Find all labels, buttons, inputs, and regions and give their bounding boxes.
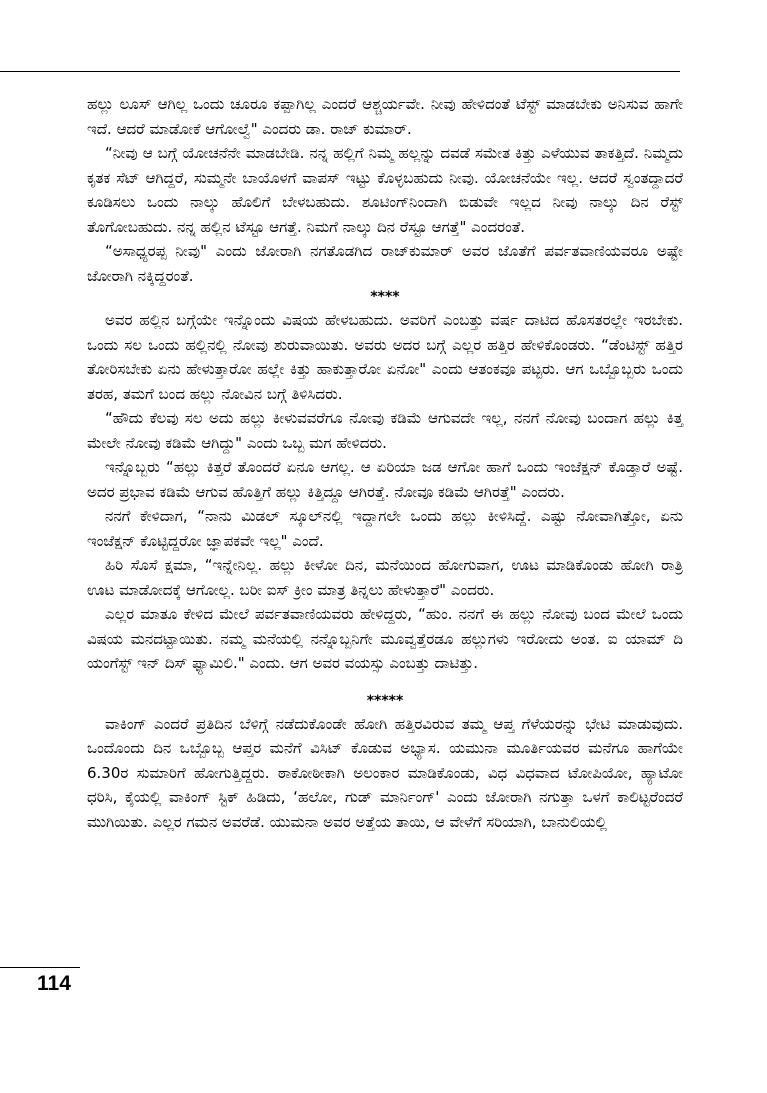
section-separator: ***** [366, 692, 404, 709]
page-number-rule [0, 967, 80, 968]
page-number: 114 [37, 972, 71, 995]
paragraph: “ಅಸಾಧ್ಯರಪ್ಪ ನೀವು" ಎಂದು ಜೋರಾಗಿ ನಗತೊಡಗಿದ ರಾಜ್‌ಕುಮಾರ್ ಅವರ ಜೊತೆಗೆ ಪರ್ವತವಾಣಿಯವರೂ ಅಷ್ಟೇ ಜೋರಾಗಿ ನಕ್ಕಿದ್ದರಂತೆ. [87, 242, 683, 285]
paragraph: ಹಲ್ಲು ಲೂಸ್ ಆಗಿಲ್ಲ ಒಂದು ಚೂರೂ ಕಪ್ಪಾಗಿಲ್ಲ ಎಂದರೆ ಆಶ್ಚರ್ಯವೇ. ನೀವು ಹೇಳಿದಂತೆ ಟೆಸ್ಟ್ ಮಾಡಬೇಕು ಅನಿಸುವ ಹಾಗೇ ಇದೆ. ಆದರೆ ಮಾಡೋಕೆ ಆಗೋಲ್ವೆ" ಎಂದರು ಡಾ. ರಾಜ್ ಕುಮಾರ್. [87, 95, 683, 138]
paragraph: ಇನ್ನೊಬ್ಬರು “ಹಲ್ಲು ಕಿತ್ತರೆ ತೊಂದರೆ ಏನೂ ಆಗಲ್ಲ. ಆ ಏರಿಯಾ ಜಡ ಆಗೋ ಹಾಗೆ ಒಂದು ಇಂಜೆಕ್ಷನ್ ಕೊಡ್ತಾರೆ ಅಷ್ಟೆ. ಅದರ ಪ್ರಭಾವ ಕಡಿಮೆ ಆಗುವ ಹೊತ್ತಿಗೆ ಹಲ್ಲು ಕಿತ್ತಿದ್ದೂ ಆಗಿರತ್ತೆ. ನೋವೂ ಕಡಿಮೆ ಆಗಿರತ್ತೆ" ಎಂದರು. [87, 458, 683, 501]
paragraph: ಅವರ ಹಲ್ಲಿನ ಬಗ್ಗೆಯೇ ಇನ್ನೊಂದು ವಿಷಯ ಹೇಳಬಹುದು. ಅವರಿಗೆ ಎಂಬತ್ತು ವರ್ಷ ದಾಟಿದ ಹೊಸತರಲ್ಲೇ ಇರಬೇಕು. ಒಂದು ಸಲ ಒಂದು ಹಲ್ಲಿನಲ್ಲಿ ನೋವು ಶುರುವಾಯಿತು. ಅವರು ಅದರ ಬಗ್ಗೆ ಎಲ್ಲರ ಹತ್ತಿರ ಹೇಳಿಕೊಂಡರು. “ಡೆಂಟಿಸ್ಟ್ ಹತ್ತಿರ ತೋರಿಸಬೇಕು ಏನು ಹೇಳುತ್ತಾರೋ ಹಲ್ಲೇ ಕಿತ್ತು ಹಾಕುತ್ತಾರೋ ಏನೋ" ಎಂದು ಆತಂಕವೂ ಪಟ್ಟರು. ಆಗ ಒಬ್ಬೊಬ್ಬರು ಒಂದು ತರಹ, ತಮಗೆ ಬಂದ ಹಲ್ಲು ನೋವಿನ ಬಗ್ಗೆ ತಿಳಿಸಿದರು. [87, 311, 683, 403]
paragraph: “ನೀವು ಆ ಬಗ್ಗೆ ಯೋಚನೆನೇ ಮಾಡಬೇಡಿ. ನನ್ನ ಹಲ್ಲಿಗೆ ನಿಮ್ಮ ಹಲ್ಲನ್ನು ದವಡೆ ಸಮೇತ ಕಿತ್ತು ಎಳೆಯುವ ತಾಕತ್ತಿದೆ. ನಿಮ್ಮದು ಕೃತಕ ಸೆಟ್ ಆಗಿದ್ದರೆ, ಸುಮ್ಮನೇ ಬಾಯೊಳಗೆ ವಾಪಸ್ ಇಟ್ಟು ಕೊಳ್ಳಬಹುದು ನೀವು. ಯೋಚನೆಯೇ ಇಲ್ಲ. ಆದರೆ ಸ್ವಂತದ್ದಾದರೆ ಕೂಡಿಸಲು ಒಂದು ನಾಲ್ಕು ಹೊಲಿಗೆ ಬೇಳಬಹುದು. ಶೂಟಿಂಗ್‌ನಿಂದಾಗಿ ಬಿಡುವೇ ಇಲ್ಲದ ನೀವು ನಾಲ್ಕು ದಿನ ರೆಸ್ಟ್ ತೊಗೋಬಹುದು. ನನ್ನ ಹಲ್ಲಿನ ಟೆಸ್ಟೂ ಆಗತ್ತೆ. ನಿಮಗೆ ನಾಲ್ಕು ದಿನ ರೆಸ್ಟೂ ಆಗತ್ತೆ" ಎಂದರಂತೆ. [87, 144, 683, 236]
top-rule [0, 71, 680, 72]
page-body [87, 92, 683, 834]
section-separator: **** [370, 289, 400, 305]
paragraph: ಹಿರಿ ಸೊಸೆ ಕ್ಷಮಾ, “ಇನ್ನೇನಿಲ್ಲ. ಹಲ್ಲು ಕೀಳೋ ದಿನ, ಮನೆಯಿಂದ ಹೋಗುವಾಗ, ಊಟ ಮಾಡಿಕೊಂಡು ಹೋಗಿ ರಾತ್ರಿ ಊಟ ಮಾಡೋದಕ್ಕೆ ಆಗೋಲ್ಲ. ಬರೀ ಐಸ್ ಕ್ರೀಂ ಮಾತ್ರ ತಿನ್ನಲು ಹೇಳುತ್ತಾರೆ" ಎಂದರು. [87, 556, 683, 599]
paragraph: ಎಲ್ಲರ ಮಾತೂ ಕೇಳಿದ ಮೇಲೆ ಪರ್ವತವಾಣಿಯವರು ಹೇಳಿದ್ದರು, “ಹುಂ. ನನಗೆ ಈ ಹಲ್ಲು ನೋವು ಬಂದ ಮೇಲೆ ಒಂದು ವಿಷಯ ಮನದಟ್ಟಾಯಿತು. ನಮ್ಮ ಮನೆಯಲ್ಲಿ ನನ್ನೊಬ್ಬನಿಗೇ ಮೂವ್ವತ್ತೆರಡೂ ಹಲ್ಲುಗಳು ಇರೋದು ಅಂತ. ಐ ಯಾಮ್ ದಿ ಯಂಗೆಸ್ಟ್ ಇನ್ ದಿಸ್ ಫ್ಯಾಮಿಲಿ." ಎಂದು. ಆಗ ಅವರ ವಯಸ್ಸು ಎಂಬತ್ತು ದಾಟಿತ್ತು. [87, 605, 683, 672]
paragraph: ನನಗೆ ಕೇಳಿದಾಗ, “ನಾನು ಮಿಡಲ್ ಸ್ಕೂಲ್‌ನಲ್ಲಿ ಇದ್ದಾಗಲೇ ಒಂದು ಹಲ್ಲು ಕೀಳಿಸಿದ್ದೆ. ಎಷ್ಟು ನೋವಾಗಿತ್ತೋ, ಏನು ಇಂಜೆಕ್ಷನ್ ಕೊಟ್ಟಿದ್ದರೋ ಜ್ಞಾಪಕವೇ ಇಲ್ಲ" ಎಂದೆ. [87, 507, 683, 550]
paragraph: “ಹೌದು ಕೆಲವು ಸಲ ಅದು ಹಲ್ಲು ಕೀಳುವವರೆಗೂ ನೋವು ಕಡಿಮೆ ಆಗುವದೇ ಇಲ್ಲ, ನನಗೆ ನೋವು ಬಂದಾಗ ಹಲ್ಲು ಕಿತ್ತ ಮೇಲೇ ನೋವು ಕಡಿಮೆ ಆಗಿದ್ದು" ಎಂದು ಒಬ್ಬ ಮಗ ಹೇಳಿದರು. [87, 409, 683, 452]
paragraph: ವಾಕಿಂಗ್ ಎಂದರೆ ಪ್ರತಿದಿನ ಬೆಳಿಗ್ಗೆ ನಡೆದುಕೊಂಡೇ ಹೋಗಿ ಹತ್ತಿರವಿರುವ ತಮ್ಮ ಆಪ್ತ ಗೆಳೆಯರನ್ನು ಭೇಟಿ ಮಾಡುವುದು. ಒಂದೊಂದು ದಿನ ಒಬ್ಬೊಬ್ಬ ಆಪ್ತರ ಮನೆಗೆ ವಿಸಿಟ್ ಕೊಡುವ ಅಭ್ಯಾಸ. ಯಮುನಾ ಮೂರ್ತಿಯವರ ಮನೆಗೂ ಹಾಗೆಯೇ 6.30ರ ಸುಮಾರಿಗೆ ಹೋಗುತ್ತಿದ್ದರು. ಠಾಕೋಠೀಕಾಗಿ ಅಲಂಕಾರ ಮಾಡಿಕೊಂಡು, ವಿಧ ವಿಧವಾದ ಟೋಪಿಯೋ, ಹ್ಯಾಟೋ ಧರಿಸಿ, ಕೈಯಲ್ಲಿ ವಾಕಿಂಗ್ ಸ್ಟಿಕ್ ಹಿಡಿದು, ‘ಹಲೋ, ಗುಡ್ ಮಾರ್ನಿಂಗ್' ಎಂದು ಜೋರಾಗಿ ನಗುತ್ತಾ ಒಳಗೆ ಕಾಲಿಟ್ಟರೆಂದರೆ ಮುಗಿಯಿತು. ಎಲ್ಲರ ಗಮನ ಅವರೆಡೆ. ಯುಮನಾ ಅವರ ಅತ್ತೆಯ ತಾಯಿ, ಆ ವೇಳೆಗೆ ಸರಿಯಾಗಿ, ಬಾನುಲಿಯಲ್ಲಿ [87, 714, 683, 831]
